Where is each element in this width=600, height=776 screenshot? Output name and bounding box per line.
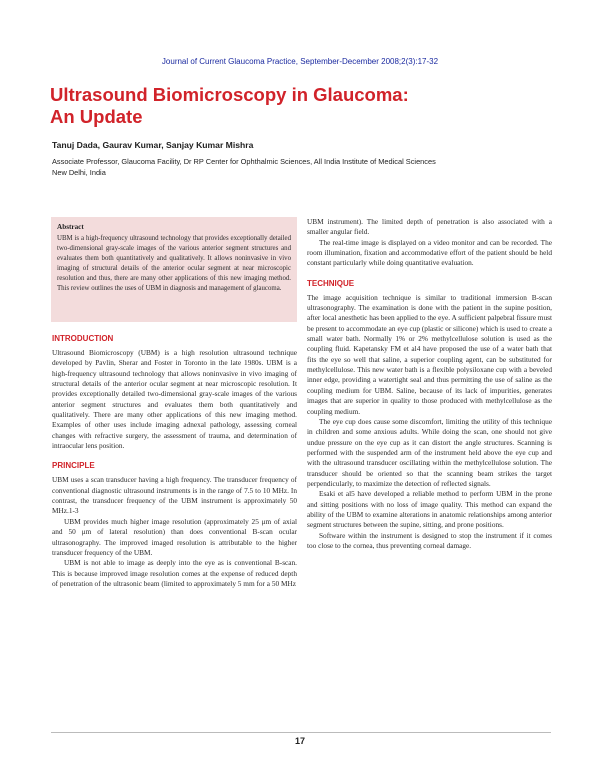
page-number: 17	[294, 736, 305, 746]
journal-header: Journal of Current Glaucoma Practice, September-December 2008;2(3):17-32	[161, 57, 439, 66]
principle-para-continued: UBM instrument). The limited depth of penetration is also associated with a smaller angular field.	[307, 217, 552, 237]
principle-heading: PRINCIPLE	[52, 461, 95, 471]
authors: Tanuj Dada, Gaurav Kumar, Sanjay Kumar Mishra	[52, 140, 254, 150]
principle-para-1: UBM uses a scan transducer having a high frequency. The transducer frequency of conventional diagnostic ultrasound instruments is in the range of 7.5 to 10 MHz. In contrast, the transducer frequency of the UBM instrument is approximately 50 MHz.1-3	[52, 475, 297, 516]
technique-para-2: The eye cup does cause some discomfort, limiting the utility of this technique in children and some anxious adults. While doing the scan, one should not give undue pressure on the eye cup as it can distort the angle structures. Scanning is performed with the suspended arm of the instrument held above the eye cup and with the ultrasound transducer oscillating within the methylcellulose solution. The transducer should be oriented so that the scanning beam strikes the target perpendicularly, to maximize the detection of reflected signals.	[307, 416, 552, 488]
abstract-box	[51, 217, 297, 322]
technique-para-3: Esaki et al5 have developed a reliable method to perform UBM in the prone and sitting positions with no loss of image quality. This method can expand the ability of the UBM to examine alterations in anatomic relationships among anterior segment structures between the supine, sitting, and prone positions.	[307, 489, 552, 530]
principle-para-2: UBM provides much higher image resolution (approximately 25 μm of axial and 50 μm of lateral resolution) than does conventional B-scan ocular ultrasonography. The improved imaged resolution is attributable to the higher transducer frequency of the UBM.	[52, 516, 297, 557]
footer-rule	[51, 732, 551, 733]
right-column	[307, 217, 552, 551]
introduction-heading: INTRODUCTION	[52, 334, 114, 343]
introduction-text: Ultrasound Biomicroscopy (UBM) is a high resolution ultrasound technique developed by Pavlin, Sherar and Foster in Toronto in the late 1980s. UBM is a high-frequency ultrasound technology that allows noninvasive in vivo imaging of structural details of the anterior ocular segment at near microscopic resolution. It provides exceptionally detailed two-dimensional gray-scale images of the various anterior segment structures and evaluates them both quantitatively and qualitatively. There are many other applications of this new imaging method. Examples of other uses include imaging adnexal pathology, assessing corneal changes with refractive surgery, the assessment of trauma, and determination of intraocular lens position.	[52, 348, 297, 451]
technique-para-1: The image acquisition technique is similar to traditional immersion B-scan ultrasonography. The examination is done with the patient in the supine position, after local anesthetic has been applied to the eye. A sufficient palpebral fissure must be present to accommodate an eye cup (plastic or silicone) which is used to create a small water bath. Normally 1% or 2% methylcellulose solution is used as the coupling fluid. Kapetansky FM et al4 have proposed the use of a water bath that fits the eye so well that saline, a superior coupling agent, can be substituted for methylcellulose. This new water bath is a flexible polysiloxane cup with a beveled inner edge, providing a watertight seal and thus permitting the use of saline as the coupling medium for UBM. Saline, because of its lack of impurities, generates images that are superior in quality to those produced with methylcellulose as the coupling medium.	[307, 292, 552, 416]
abstract-heading: Abstract	[57, 223, 84, 231]
title-line-1: Ultrasound Biomicroscopy in Glaucoma:	[50, 84, 409, 105]
left-column	[52, 334, 297, 589]
technique-heading: TECHNIQUE	[307, 278, 355, 288]
technique-para-4: Software within the instrument is designed to stop the instrument if it comes too close to the cornea, thus preventing corneal damage.	[307, 530, 552, 550]
article-title	[50, 84, 530, 128]
abstract-text: UBM is a high-frequency ultrasound technology that provides exceptionally detailed two-dimensional gray-scale images of the various anterior segment structures and evaluates them both quantitatively and qualitatively. It allows noninvasive in vivo imaging of structural details of the anterior ocular segment at near microscopic resolution and thus, there are many other applications of this new imaging method. This review outlines the uses of UBM in diagnosis and management of glaucoma.	[57, 235, 291, 292]
affiliation	[52, 156, 532, 178]
title-line-2: An Update	[50, 106, 143, 127]
affiliation-line-2: New Delhi, India	[52, 168, 106, 177]
realtime-para: The real-time image is displayed on a video monitor and can be recorded. The room illumination, fixation and accommodative effort of the patient should be held constant particularly while doing quantitative evaluation.	[307, 237, 552, 268]
principle-para-3: UBM is not able to image as deeply into the eye as is conventional B-scan. This is because improved image resolution comes at the expense of reduced depth of penetration of the ultrasonic beam (limited to approximately 5 mm for a 50 MHz	[52, 558, 297, 588]
affiliation-line-1: Associate Professor, Glaucoma Facility, Dr RP Center for Ophthalmic Sciences, All India Institute of Medical Sciences	[52, 157, 436, 166]
